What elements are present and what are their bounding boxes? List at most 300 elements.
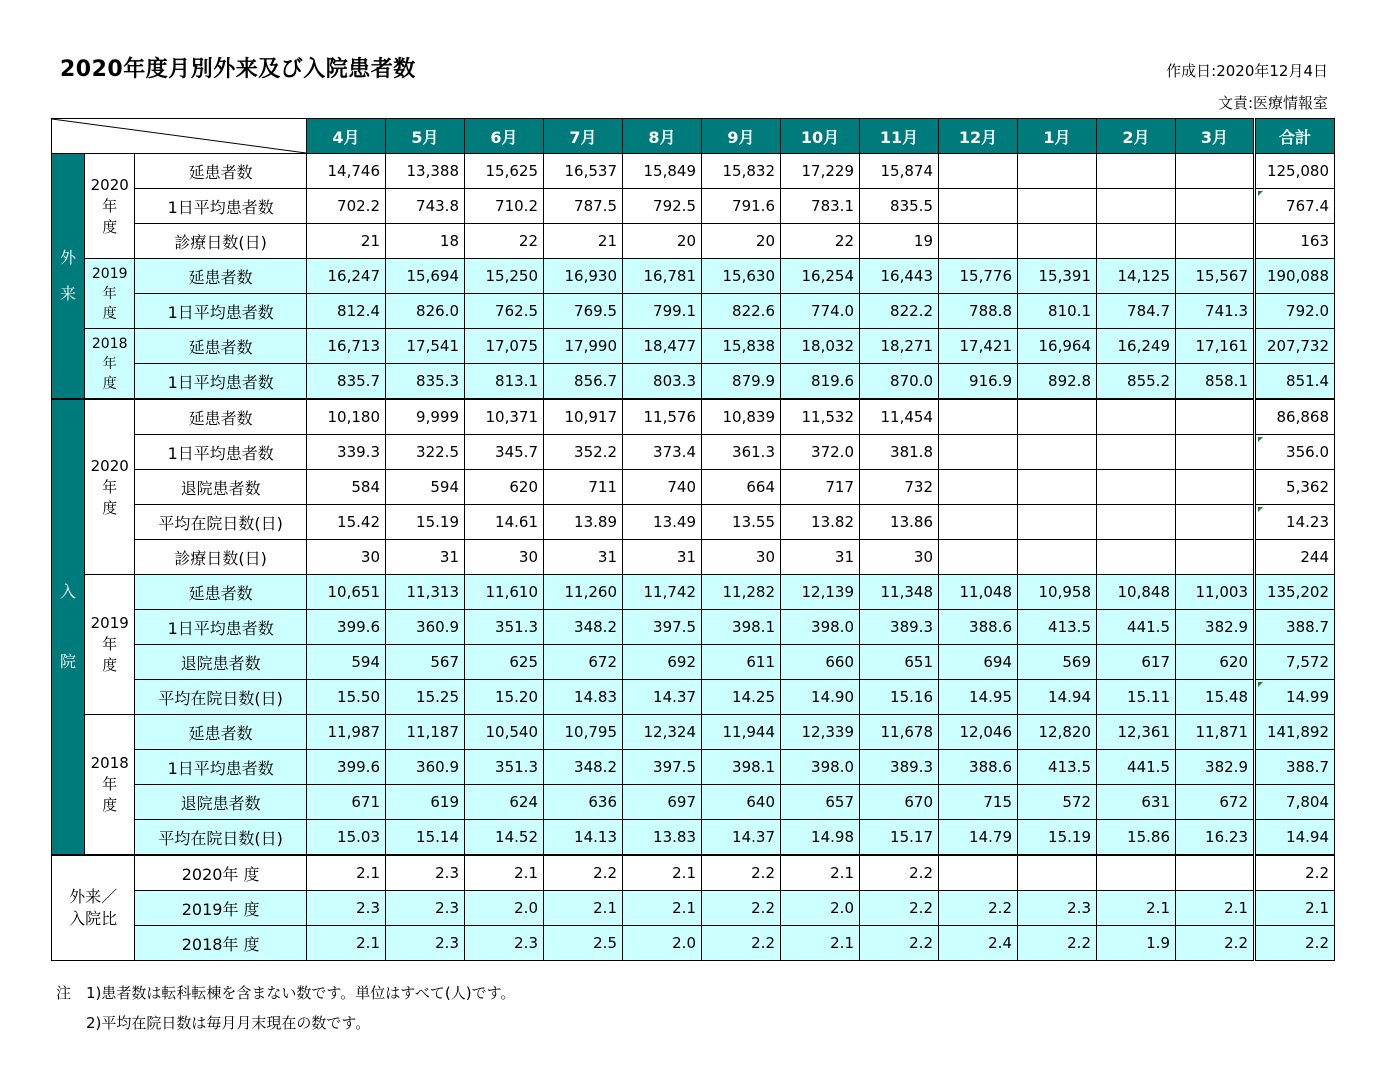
data-cell: 672 <box>1176 785 1255 820</box>
data-cell: 11,944 <box>702 715 781 750</box>
row-label: 2018年 度 <box>135 926 307 961</box>
data-cell: 799.1 <box>623 294 702 329</box>
data-cell <box>1097 505 1176 540</box>
total-value: 141,892 <box>1266 723 1329 741</box>
data-cell: 389.3 <box>860 610 939 645</box>
data-cell: 22 <box>465 224 544 259</box>
data-cell: 21 <box>307 224 386 259</box>
total-cell <box>1255 224 1335 259</box>
data-cell <box>1176 189 1255 224</box>
row-label: 退院患者数 <box>135 785 307 820</box>
data-cell: 360.9 <box>386 750 465 785</box>
data-cell: 2.3 <box>465 926 544 961</box>
total-cell <box>1255 680 1335 715</box>
section-outpatient: 外 来 <box>52 154 85 400</box>
data-cell: 14.37 <box>702 820 781 856</box>
data-cell: 835.7 <box>307 364 386 400</box>
data-cell: 567 <box>386 645 465 680</box>
data-cell: 787.5 <box>544 189 623 224</box>
data-cell <box>939 224 1018 259</box>
data-cell: 810.1 <box>1018 294 1097 329</box>
data-cell: 17,421 <box>939 329 1018 364</box>
data-cell: 10,651 <box>307 575 386 610</box>
data-cell: 388.6 <box>939 750 1018 785</box>
data-cell: 15,250 <box>465 259 544 294</box>
data-cell: 15.19 <box>386 505 465 540</box>
row-label: 平均在院日数(日) <box>135 505 307 540</box>
table-row <box>52 435 1335 470</box>
data-cell: 16,443 <box>860 259 939 294</box>
year-2019: 2019 年 度 <box>85 259 135 329</box>
row-label: 平均在院日数(日) <box>135 820 307 856</box>
data-cell: 12,820 <box>1018 715 1097 750</box>
data-cell: 769.5 <box>544 294 623 329</box>
data-cell: 15.20 <box>465 680 544 715</box>
data-cell: 15,874 <box>860 154 939 189</box>
total-value: 207,732 <box>1266 337 1329 355</box>
data-cell <box>1018 470 1097 505</box>
data-cell: 620 <box>1176 645 1255 680</box>
data-cell: 2.3 <box>386 891 465 926</box>
section-inpatient: 入 院 <box>52 399 85 855</box>
data-cell <box>1097 470 1176 505</box>
data-cell: 740 <box>623 470 702 505</box>
data-cell: 855.2 <box>1097 364 1176 400</box>
total-cell <box>1255 154 1335 189</box>
row-label: 延患者数 <box>135 575 307 610</box>
data-cell: 388.6 <box>939 610 1018 645</box>
data-cell: 671 <box>307 785 386 820</box>
month-header: 6月 <box>465 119 544 154</box>
data-cell: 18,271 <box>860 329 939 364</box>
data-cell: 13.89 <box>544 505 623 540</box>
data-cell: 672 <box>544 645 623 680</box>
data-cell: 30 <box>465 540 544 575</box>
data-cell: 11,003 <box>1176 575 1255 610</box>
year-2020: 2020 年 度 <box>85 399 135 575</box>
data-cell: 11,454 <box>860 399 939 435</box>
total-cell <box>1255 259 1335 294</box>
comment-marker-icon <box>1258 682 1263 687</box>
data-cell <box>1018 224 1097 259</box>
data-cell: 2.3 <box>307 891 386 926</box>
data-cell <box>939 154 1018 189</box>
data-cell: 11,576 <box>623 399 702 435</box>
total-value: 135,202 <box>1266 583 1329 601</box>
data-cell <box>1018 189 1097 224</box>
data-cell: 441.5 <box>1097 610 1176 645</box>
total-value: 792.0 <box>1286 302 1329 320</box>
data-cell: 15.19 <box>1018 820 1097 856</box>
month-header: 1月 <box>1018 119 1097 154</box>
month-header: 11月 <box>860 119 939 154</box>
data-cell: 791.6 <box>702 189 781 224</box>
data-cell: 15.48 <box>1176 680 1255 715</box>
data-cell: 14.94 <box>1018 680 1097 715</box>
total-cell <box>1255 575 1335 610</box>
data-cell <box>939 470 1018 505</box>
data-cell: 2.2 <box>860 891 939 926</box>
data-cell: 710.2 <box>465 189 544 224</box>
data-cell: 2.3 <box>386 855 465 891</box>
data-cell: 399.6 <box>307 610 386 645</box>
table-row <box>52 259 1335 294</box>
data-cell: 11,348 <box>860 575 939 610</box>
data-cell: 17,075 <box>465 329 544 364</box>
data-cell: 10,371 <box>465 399 544 435</box>
data-cell: 16,781 <box>623 259 702 294</box>
data-cell: 2.2 <box>860 855 939 891</box>
data-cell: 397.5 <box>623 750 702 785</box>
data-cell: 11,048 <box>939 575 1018 610</box>
data-cell: 12,324 <box>623 715 702 750</box>
data-cell: 14.25 <box>702 680 781 715</box>
total-value: 851.4 <box>1286 372 1329 390</box>
data-cell: 2.2 <box>939 891 1018 926</box>
data-cell: 2.1 <box>1176 891 1255 926</box>
total-cell <box>1255 329 1335 364</box>
row-label: 延患者数 <box>135 399 307 435</box>
data-cell: 2.2 <box>860 926 939 961</box>
data-cell: 11,742 <box>623 575 702 610</box>
data-cell: 16,964 <box>1018 329 1097 364</box>
data-cell: 31 <box>544 540 623 575</box>
row-label: 1日平均患者数 <box>135 189 307 224</box>
total-value: 125,080 <box>1266 162 1329 180</box>
data-cell: 2.3 <box>1018 891 1097 926</box>
section-ratio: 外来／ 入院比 <box>52 855 135 961</box>
total-cell <box>1255 435 1335 470</box>
table-row <box>52 891 1335 926</box>
data-cell: 14.90 <box>781 680 860 715</box>
data-cell: 702.2 <box>307 189 386 224</box>
data-cell: 774.0 <box>781 294 860 329</box>
data-cell: 2.5 <box>544 926 623 961</box>
year-2018: 2018 年 度 <box>85 329 135 400</box>
month-header: 5月 <box>386 119 465 154</box>
year-2018: 2018 年 度 <box>85 715 135 856</box>
data-cell: 2.0 <box>781 891 860 926</box>
data-cell: 351.3 <box>465 750 544 785</box>
data-cell <box>1097 189 1176 224</box>
data-cell: 30 <box>307 540 386 575</box>
header-corner <box>52 119 307 154</box>
data-cell: 2.1 <box>623 891 702 926</box>
total-cell <box>1255 820 1335 856</box>
data-cell <box>1018 855 1097 891</box>
data-cell: 352.2 <box>544 435 623 470</box>
data-cell: 743.8 <box>386 189 465 224</box>
data-cell: 14.83 <box>544 680 623 715</box>
data-cell: 18,032 <box>781 329 860 364</box>
data-cell <box>1097 855 1176 891</box>
data-cell <box>1018 505 1097 540</box>
responsible-dept: 文責:医療情報室 <box>1217 94 1328 112</box>
patient-table <box>51 118 1335 961</box>
data-cell: 382.9 <box>1176 750 1255 785</box>
data-cell: 11,987 <box>307 715 386 750</box>
data-cell: 625 <box>465 645 544 680</box>
data-cell: 15.86 <box>1097 820 1176 856</box>
data-cell: 2.2 <box>702 891 781 926</box>
data-cell: 382.9 <box>1176 610 1255 645</box>
total-cell <box>1255 399 1335 435</box>
data-cell: 10,917 <box>544 399 623 435</box>
data-cell: 15,838 <box>702 329 781 364</box>
data-cell: 19 <box>860 224 939 259</box>
data-cell: 15.11 <box>1097 680 1176 715</box>
total-value: 5,362 <box>1286 478 1329 496</box>
data-cell: 11,313 <box>386 575 465 610</box>
table-row <box>52 785 1335 820</box>
table-row <box>52 189 1335 224</box>
month-header: 2月 <box>1097 119 1176 154</box>
data-cell <box>1176 855 1255 891</box>
notes <box>56 978 515 1038</box>
data-cell: 2.4 <box>939 926 1018 961</box>
data-cell: 15,625 <box>465 154 544 189</box>
data-cell <box>1018 540 1097 575</box>
data-cell: 15.14 <box>386 820 465 856</box>
data-cell <box>1176 540 1255 575</box>
data-cell: 784.7 <box>1097 294 1176 329</box>
data-cell <box>1176 224 1255 259</box>
row-label: 1日平均患者数 <box>135 435 307 470</box>
data-cell: 15,694 <box>386 259 465 294</box>
table-row <box>52 926 1335 961</box>
data-cell: 10,795 <box>544 715 623 750</box>
data-cell <box>1097 224 1176 259</box>
data-cell <box>1097 435 1176 470</box>
data-cell: 11,871 <box>1176 715 1255 750</box>
data-cell: 617 <box>1097 645 1176 680</box>
year-2020: 2020 年 度 <box>85 154 135 259</box>
data-cell: 17,990 <box>544 329 623 364</box>
total-value: 190,088 <box>1266 267 1329 285</box>
data-cell: 441.5 <box>1097 750 1176 785</box>
data-cell: 21 <box>544 224 623 259</box>
total-value: 2.2 <box>1305 864 1329 882</box>
data-cell: 572 <box>1018 785 1097 820</box>
table-row <box>52 470 1335 505</box>
data-cell <box>939 399 1018 435</box>
data-cell: 14.95 <box>939 680 1018 715</box>
data-cell: 14.37 <box>623 680 702 715</box>
month-header: 8月 <box>623 119 702 154</box>
data-cell: 31 <box>386 540 465 575</box>
data-cell: 348.2 <box>544 610 623 645</box>
total-header: 合計 <box>1255 119 1335 154</box>
data-cell <box>1176 154 1255 189</box>
data-cell: 803.3 <box>623 364 702 400</box>
data-cell: 892.8 <box>1018 364 1097 400</box>
data-cell: 398.1 <box>702 610 781 645</box>
table-row <box>52 540 1335 575</box>
data-cell: 17,541 <box>386 329 465 364</box>
month-header: 4月 <box>307 119 386 154</box>
data-cell: 670 <box>860 785 939 820</box>
data-cell: 792.5 <box>623 189 702 224</box>
comment-marker-icon <box>1258 507 1263 512</box>
data-cell: 624 <box>465 785 544 820</box>
data-cell: 694 <box>939 645 1018 680</box>
data-cell: 16,249 <box>1097 329 1176 364</box>
data-cell: 858.1 <box>1176 364 1255 400</box>
table-row <box>52 154 1335 189</box>
row-label: 1日平均患者数 <box>135 364 307 400</box>
total-cell <box>1255 750 1335 785</box>
data-cell: 14,746 <box>307 154 386 189</box>
row-label: 2019年 度 <box>135 891 307 926</box>
data-cell: 16,713 <box>307 329 386 364</box>
data-cell: 16,247 <box>307 259 386 294</box>
data-cell: 13,388 <box>386 154 465 189</box>
month-header: 9月 <box>702 119 781 154</box>
data-cell: 322.5 <box>386 435 465 470</box>
data-cell <box>1018 154 1097 189</box>
total-cell <box>1255 189 1335 224</box>
header-row <box>52 119 1335 154</box>
table-row <box>52 364 1335 400</box>
data-cell: 13.86 <box>860 505 939 540</box>
data-cell: 2.3 <box>386 926 465 961</box>
data-cell: 2.2 <box>544 855 623 891</box>
total-value: 14.94 <box>1286 828 1329 846</box>
data-cell: 569 <box>1018 645 1097 680</box>
row-label: 延患者数 <box>135 259 307 294</box>
row-label: 1日平均患者数 <box>135 294 307 329</box>
data-cell: 372.0 <box>781 435 860 470</box>
data-cell: 11,187 <box>386 715 465 750</box>
data-cell: 762.5 <box>465 294 544 329</box>
data-cell: 12,046 <box>939 715 1018 750</box>
data-cell: 651 <box>860 645 939 680</box>
data-cell: 711 <box>544 470 623 505</box>
data-cell <box>1018 435 1097 470</box>
data-cell: 2.0 <box>623 926 702 961</box>
data-cell: 788.8 <box>939 294 1018 329</box>
table-row <box>52 575 1335 610</box>
data-cell: 13.82 <box>781 505 860 540</box>
row-label: 退院患者数 <box>135 645 307 680</box>
row-label: 延患者数 <box>135 154 307 189</box>
table-row <box>52 505 1335 540</box>
data-cell: 13.83 <box>623 820 702 856</box>
data-cell: 10,540 <box>465 715 544 750</box>
total-cell <box>1255 610 1335 645</box>
month-header: 7月 <box>544 119 623 154</box>
comment-marker-icon <box>1258 191 1263 196</box>
data-cell: 636 <box>544 785 623 820</box>
table-row <box>52 610 1335 645</box>
data-cell: 2.1 <box>544 891 623 926</box>
table-row <box>52 329 1335 364</box>
data-cell: 11,678 <box>860 715 939 750</box>
data-cell: 15,630 <box>702 259 781 294</box>
data-cell: 345.7 <box>465 435 544 470</box>
total-cell <box>1255 855 1335 891</box>
total-value: 356.0 <box>1286 443 1329 461</box>
data-cell: 10,848 <box>1097 575 1176 610</box>
data-cell: 30 <box>702 540 781 575</box>
created-date: 作成日:2020年12月4日 <box>1166 62 1328 80</box>
data-cell: 660 <box>781 645 860 680</box>
data-cell: 15,567 <box>1176 259 1255 294</box>
data-cell: 351.3 <box>465 610 544 645</box>
data-cell: 15,776 <box>939 259 1018 294</box>
data-cell: 2.1 <box>781 855 860 891</box>
data-cell: 398.0 <box>781 750 860 785</box>
data-cell: 30 <box>860 540 939 575</box>
total-value: 86,868 <box>1276 408 1329 426</box>
data-cell: 870.0 <box>860 364 939 400</box>
data-cell: 732 <box>860 470 939 505</box>
data-cell: 16,930 <box>544 259 623 294</box>
data-cell: 11,282 <box>702 575 781 610</box>
data-cell: 12,361 <box>1097 715 1176 750</box>
data-cell: 2.1 <box>781 926 860 961</box>
month-header: 3月 <box>1176 119 1255 154</box>
data-cell: 916.9 <box>939 364 1018 400</box>
data-cell: 813.1 <box>465 364 544 400</box>
total-value: 163 <box>1300 232 1329 250</box>
data-cell: 2.2 <box>1176 926 1255 961</box>
data-cell: 657 <box>781 785 860 820</box>
data-cell: 20 <box>623 224 702 259</box>
data-cell <box>1097 540 1176 575</box>
data-cell: 9,999 <box>386 399 465 435</box>
month-header: 12月 <box>939 119 1018 154</box>
data-cell: 12,139 <box>781 575 860 610</box>
data-cell: 16,254 <box>781 259 860 294</box>
data-cell <box>1097 154 1176 189</box>
page-title: 2020年度月別外来及び入院患者数 <box>60 57 416 82</box>
data-cell: 13.55 <box>702 505 781 540</box>
data-cell: 14.98 <box>781 820 860 856</box>
data-cell: 2.1 <box>465 855 544 891</box>
data-cell <box>1176 470 1255 505</box>
table-row <box>52 399 1335 435</box>
total-value: 244 <box>1300 548 1329 566</box>
data-cell: 717 <box>781 470 860 505</box>
table-row <box>52 715 1335 750</box>
total-value: 14.23 <box>1286 513 1329 531</box>
table-row <box>52 820 1335 856</box>
data-cell: 822.6 <box>702 294 781 329</box>
data-cell: 611 <box>702 645 781 680</box>
data-cell: 15.03 <box>307 820 386 856</box>
data-cell: 11,532 <box>781 399 860 435</box>
data-cell: 620 <box>465 470 544 505</box>
data-cell: 22 <box>781 224 860 259</box>
data-cell: 2.0 <box>465 891 544 926</box>
data-cell: 398.1 <box>702 750 781 785</box>
data-cell: 2.1 <box>307 926 386 961</box>
data-cell: 381.8 <box>860 435 939 470</box>
total-cell <box>1255 470 1335 505</box>
data-cell: 664 <box>702 470 781 505</box>
data-cell <box>1097 399 1176 435</box>
table-row <box>52 680 1335 715</box>
data-cell: 13.49 <box>623 505 702 540</box>
data-cell: 619 <box>386 785 465 820</box>
row-label: 1日平均患者数 <box>135 750 307 785</box>
data-cell: 879.9 <box>702 364 781 400</box>
data-cell: 15,849 <box>623 154 702 189</box>
data-cell: 2.2 <box>702 926 781 961</box>
data-cell: 822.2 <box>860 294 939 329</box>
data-cell <box>1018 399 1097 435</box>
